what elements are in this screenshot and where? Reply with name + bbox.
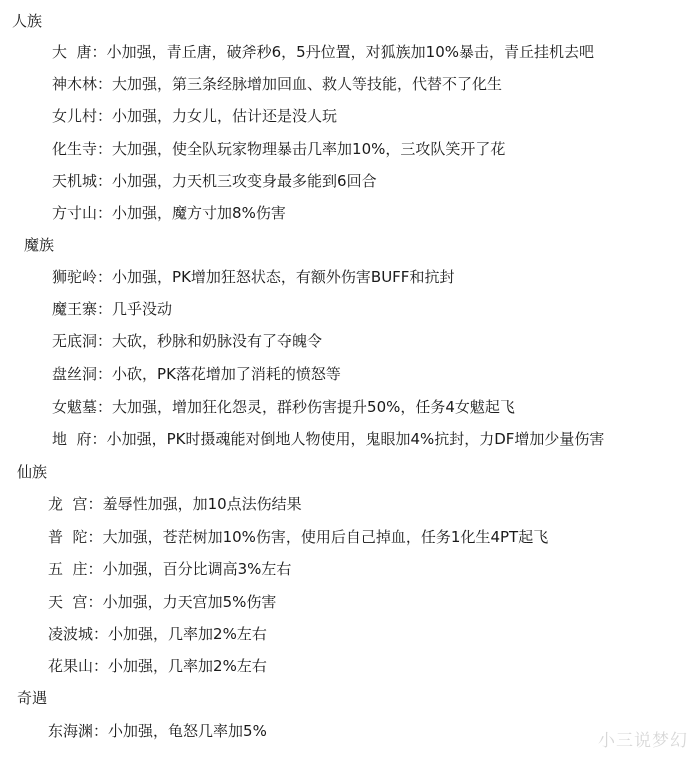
entry-name: 女魃墓: [52, 398, 98, 416]
entry-separator: ：: [97, 268, 113, 286]
entry-separator: ：: [93, 657, 109, 675]
section-title-qiyu: 奇遇: [17, 689, 48, 707]
entry-nuercun: [52, 106, 337, 126]
entry-separator: ：: [93, 722, 109, 740]
entry-nubamu: [52, 397, 515, 417]
entry-lingbocheng: [48, 624, 267, 644]
entry-pansidong: [52, 364, 341, 384]
entry-desc: 小加强，几率加2%左右: [108, 625, 267, 643]
entry-wuzhuang: [48, 559, 291, 579]
entry-desc: 小加强，PK时摄魂能对倒地人物使用，鬼眼加4%抗封，力DF增加少量伤害: [106, 430, 605, 448]
entry-separator: ：: [91, 43, 107, 61]
entry-desc: 小砍，PK落花增加了消耗的愤怒等: [112, 365, 341, 383]
entry-desc: 小加强，PK增加狂怒状态，有额外伤害BUFF和抗封: [112, 268, 455, 286]
entry-desc: 几乎没动: [112, 300, 173, 318]
entry-desc: 大加强，第三条经脉增加回血、救人等技能，代替不了化生: [112, 75, 503, 93]
entry-separator: ：: [97, 204, 113, 222]
entry-desc: 羞辱性加强，加10点法伤结果: [102, 495, 302, 513]
entry-name: 天机城: [52, 172, 98, 190]
entry-separator: ：: [93, 625, 109, 643]
entry-fangcunshan: [52, 203, 286, 223]
entry-separator: ：: [97, 75, 113, 93]
entry-name: 龙 宫: [48, 495, 88, 513]
entry-name: 化生寺: [52, 140, 98, 158]
entry-name: 神木林: [52, 75, 98, 93]
entry-shituoling: [52, 267, 454, 287]
entry-separator: ：: [97, 140, 113, 158]
entry-desc: 小加强，百分比调高3%左右: [102, 560, 292, 578]
entry-datang: [52, 42, 594, 62]
entry-putuo: [48, 527, 548, 547]
section-title-renzu: 人族: [12, 12, 43, 30]
entry-separator: ：: [97, 365, 113, 383]
entry-desc: 大加强，使全队玩家物理暴击几率加10%，三攻队笑开了花: [112, 140, 506, 158]
entry-separator: ：: [87, 593, 103, 611]
entry-name: 东海渊: [48, 722, 94, 740]
entry-name: 大 唐: [52, 43, 92, 61]
entry-name: 方寸山: [52, 204, 98, 222]
entry-mowangzhai: [52, 299, 172, 319]
entry-desc: 大加强，增加狂化怨灵，群秒伤害提升50%，任务4女魃起飞: [112, 398, 515, 416]
section-title-xianzu: 仙族: [17, 463, 48, 481]
entry-separator: ：: [87, 528, 103, 546]
entry-separator: ：: [97, 300, 113, 318]
entry-name: 女儿村: [52, 107, 98, 125]
entry-separator: ：: [97, 332, 113, 350]
watermark-text: 小三说梦幻: [598, 731, 688, 751]
entry-desc: 小加强，龟怒几率加5%: [108, 722, 267, 740]
entry-name: 凌波城: [48, 625, 94, 643]
entry-desc: 小加强，青丘唐，破斧秒6，5丹位置，对狐族加10%暴击，青丘挂机去吧: [106, 43, 594, 61]
entry-desc: 小加强，几率加2%左右: [108, 657, 267, 675]
section-title-mozu: 魔族: [24, 236, 55, 254]
entry-name: 地 府: [52, 430, 92, 448]
entry-shenmulin: [52, 74, 502, 94]
entry-longgong: [48, 494, 302, 514]
entry-desc: 大加强，苍茫树加10%伤害，使用后自己掉血，任务1化生4PT起飞: [102, 528, 549, 546]
entry-separator: ：: [97, 172, 113, 190]
entry-huaguoshan: [48, 656, 267, 676]
entry-donghaiyuan: [48, 721, 267, 741]
entry-huashengsi: [52, 139, 505, 159]
entry-name: 花果山: [48, 657, 94, 675]
entry-separator: ：: [87, 560, 103, 578]
entry-desc: 小加强，力天宫加5%伤害: [102, 593, 277, 611]
entry-name: 狮驼岭: [52, 268, 98, 286]
entry-name: 魔王寨: [52, 300, 98, 318]
entry-wudidong: [52, 331, 322, 351]
entry-name: 五 庄: [48, 560, 88, 578]
entry-desc: 小加强，力女儿，估计还是没人玩: [112, 107, 338, 125]
entry-tiangong: [48, 592, 276, 612]
entry-name: 普 陀: [48, 528, 88, 546]
entry-name: 盘丝洞: [52, 365, 98, 383]
entry-difu: [52, 429, 604, 449]
entry-separator: ：: [97, 107, 113, 125]
entry-desc: 小加强，魔方寸加8%伤害: [112, 204, 286, 222]
entry-separator: ：: [97, 398, 113, 416]
entry-name: 天 宫: [48, 593, 88, 611]
entry-separator: ：: [87, 495, 103, 513]
entry-tianjicheng: [52, 171, 377, 191]
entry-desc: 小加强，力天机三攻变身最多能到6回合: [112, 172, 377, 190]
entry-name: 无底洞: [52, 332, 98, 350]
entry-separator: ：: [91, 430, 107, 448]
entry-desc: 大砍，秒脉和奶脉没有了夺魄令: [112, 332, 323, 350]
